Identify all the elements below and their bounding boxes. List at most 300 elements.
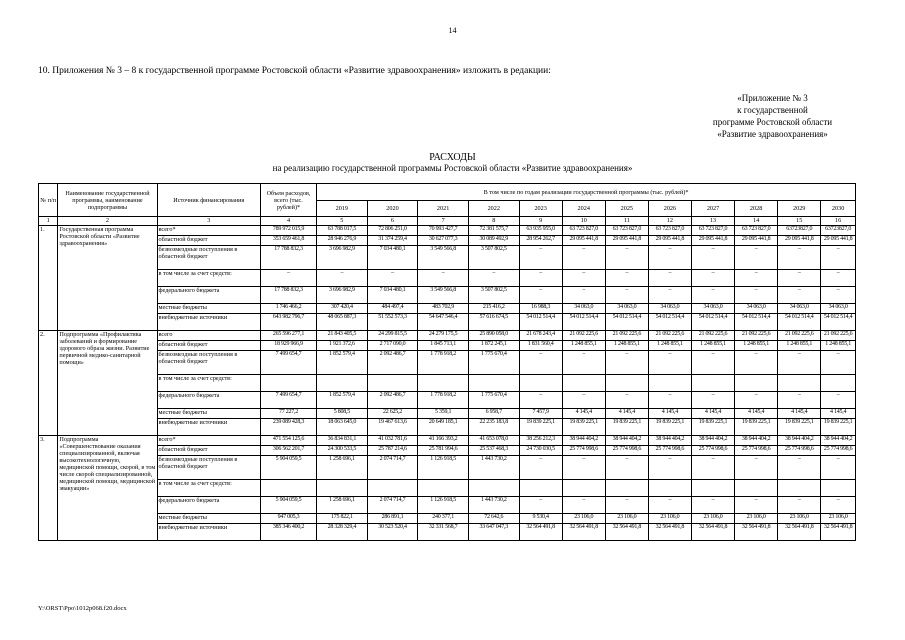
column-number: 5	[317, 217, 368, 226]
year-value: 2 074 714,7	[367, 497, 418, 514]
year-value: 34 063,0	[735, 304, 778, 314]
year-value: –	[562, 497, 605, 514]
table-row	[39, 419, 856, 436]
header-year: 2019	[317, 201, 368, 217]
year-value: –	[821, 497, 856, 514]
year-value: –	[562, 456, 605, 480]
column-number: 2	[58, 217, 157, 226]
year-value: 25 537 468,3	[468, 446, 519, 456]
funding-source: областной бюджет	[157, 236, 260, 246]
year-value: –	[778, 287, 821, 304]
year-value: 19 467 613,6	[367, 419, 418, 436]
column-number: 8	[468, 217, 519, 226]
year-value: –	[605, 246, 648, 270]
appendix-line-3: программе Ростовской области	[712, 117, 833, 127]
year-value: –	[691, 246, 734, 270]
year-value: 24 300 533,5	[317, 446, 368, 456]
header-program-name: Наименование государственной программы, наименование подпрограммы	[58, 184, 157, 217]
expenses-table	[38, 183, 856, 541]
year-value: –	[778, 392, 821, 409]
year-value: 23 106,0	[648, 514, 691, 524]
column-number: 14	[735, 217, 778, 226]
year-value: 34 063,0	[605, 304, 648, 314]
appendix-line-2: к государственной	[737, 105, 808, 115]
year-value: 32 564 491,8	[605, 524, 648, 541]
funding-source: внебюджетные источники	[157, 314, 260, 331]
year-value: –	[648, 392, 691, 409]
table-row	[39, 246, 856, 270]
year-value	[691, 375, 734, 392]
year-value: 28 946 276,9	[317, 236, 368, 246]
year-value: –	[821, 392, 856, 409]
year-value: 38 944 404,2	[562, 436, 605, 446]
year-value: –	[605, 497, 648, 514]
year-value	[605, 480, 648, 497]
year-value: –	[691, 287, 734, 304]
year-value: 38 944 404,2	[735, 436, 778, 446]
header-year: 2027	[691, 201, 734, 217]
year-value: –	[691, 456, 734, 480]
year-value	[778, 375, 821, 392]
year-value: 24 730 030,5	[519, 446, 562, 456]
column-number: 4	[260, 217, 316, 226]
year-value: 4 145,4	[605, 409, 648, 419]
funding-source: федерального бюджета	[157, 287, 260, 304]
year-value: 32 564 491,8	[821, 524, 856, 541]
appendix-line-4: «Развитие здравоохранения»	[717, 129, 828, 139]
year-value: –	[418, 270, 469, 287]
total-value: 643 982 796,7	[260, 314, 316, 331]
column-number: 12	[648, 217, 691, 226]
year-value: 36 834 831,1	[317, 436, 368, 446]
year-value: 3 549 566,8	[418, 246, 469, 270]
year-value: 16 988,3	[519, 304, 562, 314]
header-year: 2030	[821, 201, 856, 217]
table-row	[39, 341, 856, 351]
year-value: 72 642,6	[468, 514, 519, 524]
year-value: 23 106,0	[691, 514, 734, 524]
year-value: –	[778, 270, 821, 287]
year-value: 1 126 918,5	[418, 456, 469, 480]
year-value: 38 944 404,2	[691, 436, 734, 446]
year-value: 215 416,2	[468, 304, 519, 314]
year-value: 1 126 918,5	[418, 497, 469, 514]
year-value: 7 034 480,1	[367, 246, 418, 270]
year-value: 19 839 225,1	[778, 419, 821, 436]
year-value: 34 063,0	[691, 304, 734, 314]
header-source: Источник финансирования	[157, 184, 260, 217]
year-value: 484 497,4	[367, 304, 418, 314]
year-value: 25 774 998,6	[778, 446, 821, 456]
funding-source: всего*	[157, 436, 260, 446]
year-value: –	[821, 351, 856, 375]
year-value: –	[367, 270, 418, 287]
table-row	[39, 480, 856, 497]
year-value: 1 845 713,1	[418, 341, 469, 351]
year-value: –	[821, 246, 856, 270]
year-value: 25 774 998,6	[562, 446, 605, 456]
year-value: 29 095 441,8	[648, 236, 691, 246]
year-value: 63 723 827,0	[735, 226, 778, 236]
year-value: 38 944 404,2	[821, 436, 856, 446]
year-value: 23 106,0	[562, 514, 605, 524]
year-value: 28 328 329,4	[317, 524, 368, 541]
year-value: 20 649 185,1	[418, 419, 469, 436]
year-value	[468, 375, 519, 392]
year-value: 34 063,0	[562, 304, 605, 314]
year-value: –	[605, 287, 648, 304]
year-value: 54 647 546,4	[418, 314, 469, 331]
header-years-group: В том числе по годам реализации государственной программы (тыс. рублей)*	[317, 184, 856, 201]
year-value: 34 063,0	[821, 304, 856, 314]
year-value: 25 774 998,6	[821, 446, 856, 456]
year-value: –	[562, 392, 605, 409]
year-value: 63 723 827,0	[691, 226, 734, 236]
column-number: 9	[519, 217, 562, 226]
year-value: 24 299 815,5	[367, 331, 418, 341]
year-value: 54 012 514,4	[605, 314, 648, 331]
year-value: 63723827,0	[821, 226, 856, 236]
funding-source: местные бюджеты	[157, 409, 260, 419]
funding-source: всего	[157, 331, 260, 341]
header-year: 2020	[367, 201, 418, 217]
year-value: –	[821, 456, 856, 480]
year-value: 29 095 441,8	[735, 236, 778, 246]
column-number: 15	[778, 217, 821, 226]
funding-source: областной бюджет	[157, 446, 260, 456]
year-value: 4 145,4	[691, 409, 734, 419]
year-value: –	[519, 270, 562, 287]
year-value: 33 647 047,3	[468, 524, 519, 541]
total-value: 239 089 428,3	[260, 419, 316, 436]
table-row	[39, 392, 856, 409]
year-value: 34 063,0	[648, 304, 691, 314]
year-value: 41 653 078,0	[468, 436, 519, 446]
header-year: 2021	[418, 201, 469, 217]
year-value: 34 063,0	[778, 304, 821, 314]
year-value: 29 095 441,8	[691, 236, 734, 246]
funding-source: местные бюджеты	[157, 304, 260, 314]
table-row	[39, 287, 856, 304]
year-value: 72 806 251,0	[367, 226, 418, 236]
year-value: 6 958,7	[468, 409, 519, 419]
table-row	[39, 375, 856, 392]
year-value: –	[648, 351, 691, 375]
year-value: 41 166 393,2	[418, 436, 469, 446]
year-value: 24 279 175,5	[418, 331, 469, 341]
year-value: –	[778, 456, 821, 480]
year-value	[605, 375, 648, 392]
year-value: 38 944 404,2	[605, 436, 648, 446]
year-value	[691, 480, 734, 497]
year-value: 19 839 225,1	[562, 419, 605, 436]
year-value: 21 092 225,6	[562, 331, 605, 341]
table-row	[39, 409, 856, 419]
year-value: 7 034 480,1	[367, 287, 418, 304]
year-value: 25 890 058,0	[468, 331, 519, 341]
year-value: –	[605, 351, 648, 375]
funding-source: в том числе за счет средств:	[157, 375, 260, 392]
year-value: 23 106,0	[778, 514, 821, 524]
funding-source: областной бюджет	[157, 341, 260, 351]
year-value: 307 420,4	[317, 304, 368, 314]
year-value: 483 702,9	[418, 304, 469, 314]
year-value: 1 248 855,1	[691, 341, 734, 351]
funding-source: местные бюджеты	[157, 514, 260, 524]
year-value: 4 145,4	[778, 409, 821, 419]
year-value: 1 248 855,1	[735, 341, 778, 351]
appendix-caption	[690, 92, 855, 140]
year-value: 54 012 514,4	[562, 314, 605, 331]
total-value	[260, 480, 316, 497]
total-value: 18 929 966,9	[260, 341, 316, 351]
year-value: 21 678 243,4	[519, 331, 562, 341]
year-value: 2 092 486,7	[367, 351, 418, 375]
year-value: 21 092 225,6	[735, 331, 778, 341]
year-value: 3 549 566,8	[418, 287, 469, 304]
year-value: 32 564 491,8	[778, 524, 821, 541]
appendix-line-1: «Приложение № 3	[737, 93, 808, 103]
funding-source: безвозмездные поступления в областной бюджет	[157, 456, 260, 480]
year-value	[735, 375, 778, 392]
year-value: 63 935 955,0	[519, 226, 562, 236]
year-value: 57 616 674,5	[468, 314, 519, 331]
year-value: 1 852 579,4	[317, 392, 368, 409]
year-value: –	[735, 351, 778, 375]
year-value: 21 092 225,6	[778, 331, 821, 341]
column-number: 10	[562, 217, 605, 226]
table-row	[39, 456, 856, 480]
column-number: 1	[39, 217, 58, 226]
page-number: 14	[448, 26, 457, 35]
total-value: 385 346 400,2	[260, 524, 316, 541]
year-value: –	[778, 246, 821, 270]
year-value	[562, 480, 605, 497]
year-value	[519, 375, 562, 392]
year-value	[418, 480, 469, 497]
funding-source: внебюджетные источники	[157, 524, 260, 541]
year-value: –	[735, 392, 778, 409]
year-value: 72 381 575,7	[468, 226, 519, 236]
year-value: –	[648, 287, 691, 304]
year-value: 32 564 491,8	[562, 524, 605, 541]
year-value: 3 696 982,9	[317, 287, 368, 304]
year-value	[367, 375, 418, 392]
year-value: –	[519, 392, 562, 409]
year-value: 18 063 645,0	[317, 419, 368, 436]
year-value: 32 331 568,7	[418, 524, 469, 541]
table-row	[39, 514, 856, 524]
year-value: 1 921 372,6	[317, 341, 368, 351]
funding-source: безвозмездные поступления в областной бюджет	[157, 246, 260, 270]
year-value: 25 774 998,6	[605, 446, 648, 456]
year-value: 1 775 670,4	[468, 351, 519, 375]
table-row	[39, 524, 856, 541]
year-value: –	[691, 497, 734, 514]
funding-source: безвозмездные поступления в областной бюджет	[157, 351, 260, 375]
year-value	[821, 480, 856, 497]
header-total: Объем расходов, всего (тыс. рублей)*	[260, 184, 316, 217]
year-value: 19 839 225,1	[735, 419, 778, 436]
header-year: 2025	[605, 201, 648, 217]
header-year: 2024	[562, 201, 605, 217]
year-value: –	[778, 351, 821, 375]
table-row	[39, 436, 856, 446]
year-value: 25 774 998,6	[691, 446, 734, 456]
total-value: 1 746 466,2	[260, 304, 316, 314]
year-value: –	[468, 270, 519, 287]
file-path-footer: Y:\ORST\Ppo\1012p068.f20.docx	[38, 605, 127, 612]
year-value: 286 891,1	[367, 514, 418, 524]
header-year: 2029	[778, 201, 821, 217]
year-value	[519, 480, 562, 497]
total-value: 947 005,3	[260, 514, 316, 524]
year-value: 1 258 696,1	[317, 456, 368, 480]
program-number: 2.	[39, 331, 58, 436]
year-value: –	[519, 456, 562, 480]
year-value: 31 374 259,4	[367, 236, 418, 246]
year-value: 48 065 887,3	[317, 314, 368, 331]
year-value: 63 723 827,0	[562, 226, 605, 236]
year-value: –	[691, 270, 734, 287]
year-value: –	[648, 497, 691, 514]
year-value: 29 095 441,8	[605, 236, 648, 246]
year-value: 54 012 514,4	[735, 314, 778, 331]
year-value: 21 843 405,5	[317, 331, 368, 341]
column-number: 16	[821, 217, 856, 226]
year-value: 7 457,9	[519, 409, 562, 419]
year-value: 54 012 514,4	[691, 314, 734, 331]
year-value: –	[735, 246, 778, 270]
year-value: 2 717 090,0	[367, 341, 418, 351]
year-value	[735, 480, 778, 497]
year-value: 21 092 225,6	[821, 331, 856, 341]
program-name: Подпрограмма «Совершенствование оказания специализированной, включая высокотехнологичную, медицинской помощи, скорой, в том числе скорой специализированной, медицинской помощи, медицинской эвакуации»	[58, 436, 157, 541]
year-value: 1 443 730,2	[468, 497, 519, 514]
table-row	[39, 314, 856, 331]
funding-source: в том числе за счет средств:	[157, 480, 260, 497]
year-value: 3 507 802,5	[468, 246, 519, 270]
year-value: 54 012 514,4	[778, 314, 821, 331]
intro-paragraph: 10. Приложения № 3 – 8 к государственной программе Ростовской области «Развитие здравоохранения» изложить в редакции:	[38, 66, 551, 76]
year-value: 1 248 855,1	[821, 341, 856, 351]
year-value: 63 788 017,5	[317, 226, 368, 236]
table-row	[39, 351, 856, 375]
total-value: 789 972 015,9	[260, 226, 316, 236]
year-value: 23 106,0	[821, 514, 856, 524]
total-value: 306 562 201,7	[260, 446, 316, 456]
year-value: 51 552 573,3	[367, 314, 418, 331]
year-value: 1 258 696,1	[317, 497, 368, 514]
year-value: –	[317, 270, 368, 287]
year-value: 1 778 918,2	[418, 392, 469, 409]
year-value: –	[605, 392, 648, 409]
table-row	[39, 236, 856, 246]
year-value: –	[648, 456, 691, 480]
year-value: 38 944 404,2	[778, 436, 821, 446]
year-value: –	[562, 246, 605, 270]
year-value: 175 822,1	[317, 514, 368, 524]
year-value: 1 248 855,1	[648, 341, 691, 351]
column-number: 13	[691, 217, 734, 226]
year-value: 41 032 781,6	[367, 436, 418, 446]
year-value: –	[519, 351, 562, 375]
table-row	[39, 497, 856, 514]
year-value: 2 074 714,7	[367, 456, 418, 480]
year-value: –	[648, 270, 691, 287]
program-number: 3.	[39, 436, 58, 541]
year-value: 4 145,4	[562, 409, 605, 419]
funding-source: внебюджетные источники	[157, 419, 260, 436]
year-value: 32 564 491,8	[519, 524, 562, 541]
year-value: –	[691, 392, 734, 409]
year-value: 25 781 994,6	[418, 446, 469, 456]
header-year: 2023	[519, 201, 562, 217]
total-value: 77 227,2	[260, 409, 316, 419]
year-value: 19 839 225,1	[605, 419, 648, 436]
year-value: 38 256 212,3	[519, 436, 562, 446]
total-value: 17 788 832,3	[260, 246, 316, 270]
year-value: 21 092 225,6	[648, 331, 691, 341]
year-value: 5 808,5	[317, 409, 368, 419]
year-value: 21 092 225,6	[605, 331, 648, 341]
year-value: 70 993 427,7	[418, 226, 469, 236]
year-value: 30 089 492,9	[468, 236, 519, 246]
year-value: 4 145,4	[735, 409, 778, 419]
year-value: 19 839 225,1	[821, 419, 856, 436]
year-value: 1 872 245,1	[468, 341, 519, 351]
year-value: 1 248 855,1	[562, 341, 605, 351]
year-value: 1 443 730,2	[468, 456, 519, 480]
year-value: 1 775 670,4	[468, 392, 519, 409]
total-value: 7 499 654,7	[260, 351, 316, 375]
year-value: 4 145,4	[821, 409, 856, 419]
year-value: –	[821, 270, 856, 287]
year-value: –	[735, 270, 778, 287]
year-value: 1 248 855,1	[605, 341, 648, 351]
year-value	[367, 480, 418, 497]
header-year: 2026	[648, 201, 691, 217]
table-row	[39, 270, 856, 287]
year-value: –	[648, 246, 691, 270]
header-year: 2028	[735, 201, 778, 217]
year-value: 5 359,1	[418, 409, 469, 419]
document-subtitle: на реализацию государственной программы Ростовской области «Развитие здравоохранения»	[272, 163, 633, 173]
year-value: 29 095 441,8	[778, 236, 821, 246]
year-value: 32 564 491,8	[691, 524, 734, 541]
total-value: 265 596 277,1	[260, 331, 316, 341]
year-value: –	[605, 456, 648, 480]
year-value: 30 627 077,3	[418, 236, 469, 246]
year-value: –	[605, 270, 648, 287]
year-value: 30 523 520,4	[367, 524, 418, 541]
year-value: –	[562, 270, 605, 287]
table-row	[39, 304, 856, 314]
program-name: Подпрограмма «Профилактика заболеваний и формирование здорового образа жизни. Развитие первичной медико-санитарной помощи»	[58, 331, 157, 436]
total-value: 471 554 125,6	[260, 436, 316, 446]
year-value	[468, 480, 519, 497]
total-value: 5 904 059,5	[260, 456, 316, 480]
total-value: 353 659 461,8	[260, 236, 316, 246]
year-value: 19 839 225,1	[691, 419, 734, 436]
year-value: 29 095 441,8	[821, 236, 856, 246]
year-value: –	[735, 287, 778, 304]
total-value: 5 904 059,5	[260, 497, 316, 514]
program-name: Государственная программа Ростовской области «Развитие здравоохранения»	[58, 226, 157, 331]
total-value: 17 788 832,3	[260, 287, 316, 304]
document-title: РАСХОДЫ	[429, 152, 476, 163]
year-value: 32 564 491,8	[735, 524, 778, 541]
